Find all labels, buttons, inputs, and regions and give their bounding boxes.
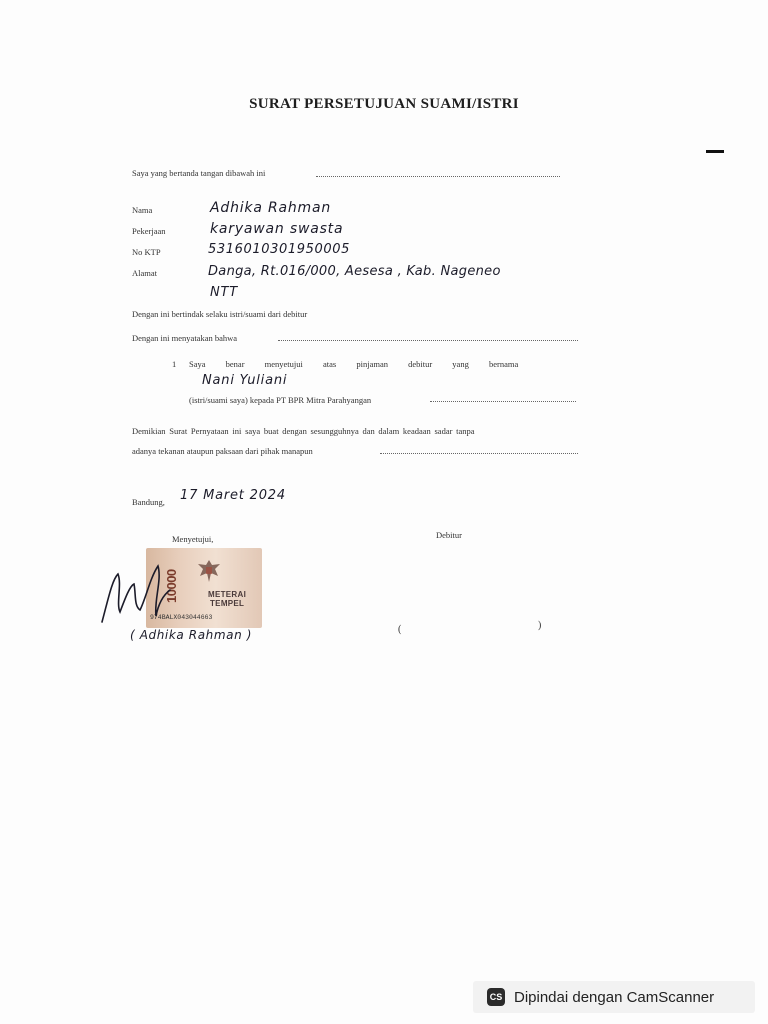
pekerjaan-value: karyawan swasta xyxy=(210,221,344,237)
camscanner-text: Dipindai dengan CamScanner xyxy=(514,988,715,1006)
signature-right-close: ) xyxy=(538,620,542,631)
signature-right-label: Debitur xyxy=(436,530,462,540)
garuda-emblem-icon xyxy=(194,556,224,586)
item-text: Saya benar menyetujui atas pinjaman debitur yang bernama xyxy=(189,359,519,369)
signature-scribble xyxy=(96,560,180,630)
stamp-line2: TEMPEL xyxy=(210,599,245,608)
camscanner-footer xyxy=(473,981,755,1013)
intro-dots xyxy=(316,176,560,177)
ktp-value: 5316010301950005 xyxy=(208,242,350,257)
closing-line2: adanya tekanan ataupun paksaan dari pihak manapun xyxy=(132,446,313,456)
date-value: 17 Maret 2024 xyxy=(180,488,286,503)
ktp-label: No KTP xyxy=(132,247,161,257)
declare-line: Dengan ini menyatakan bahwa xyxy=(132,333,238,343)
role-line: Dengan ini bertindak selaku istri/suami dari debitur xyxy=(132,309,308,319)
intro-text: Saya yang bertanda tangan dibawah ini xyxy=(132,168,266,178)
signature-left-name: ( Adhika Rahman ) xyxy=(130,628,253,642)
stamp-value: 10000 xyxy=(164,569,179,603)
alamat-value-line1: Danga, Rt.016/000, Aesesa , Kab. Nageneo xyxy=(208,264,501,279)
declare-dots xyxy=(278,340,578,341)
closing-line1: Demikian Surat Pernyataan ini saya buat dengan sesungguhnya dan dalam keadaan sadar tanpa xyxy=(132,426,475,436)
stamp-line1: METERAI xyxy=(208,590,247,599)
camscanner-icon: CS xyxy=(487,988,505,1006)
nama-label: Nama xyxy=(132,205,153,215)
debtor-name: Nani Yuliani xyxy=(202,373,288,388)
signature-left-label: Menyetujui, xyxy=(172,534,214,544)
closing-dots xyxy=(380,453,578,454)
alamat-value-line2: NTT xyxy=(210,285,239,300)
place-label: Bandung, xyxy=(132,497,165,507)
item-number: 1 xyxy=(172,359,177,369)
scan-mark xyxy=(706,150,724,153)
pekerjaan-label: Pekerjaan xyxy=(132,226,166,236)
item-continuation: (istri/suami saya) kepada PT BPR Mitra Parahyangan xyxy=(189,395,372,405)
stamp-serial: 974BALX043044663 xyxy=(150,614,213,621)
alamat-label: Alamat xyxy=(132,268,158,278)
item-dots xyxy=(430,401,576,402)
nama-value: Adhika Rahman xyxy=(210,200,332,216)
signature-right-open: ( xyxy=(398,624,402,635)
document-title: SURAT PERSETUJUAN SUAMI/ISTRI xyxy=(249,96,519,112)
